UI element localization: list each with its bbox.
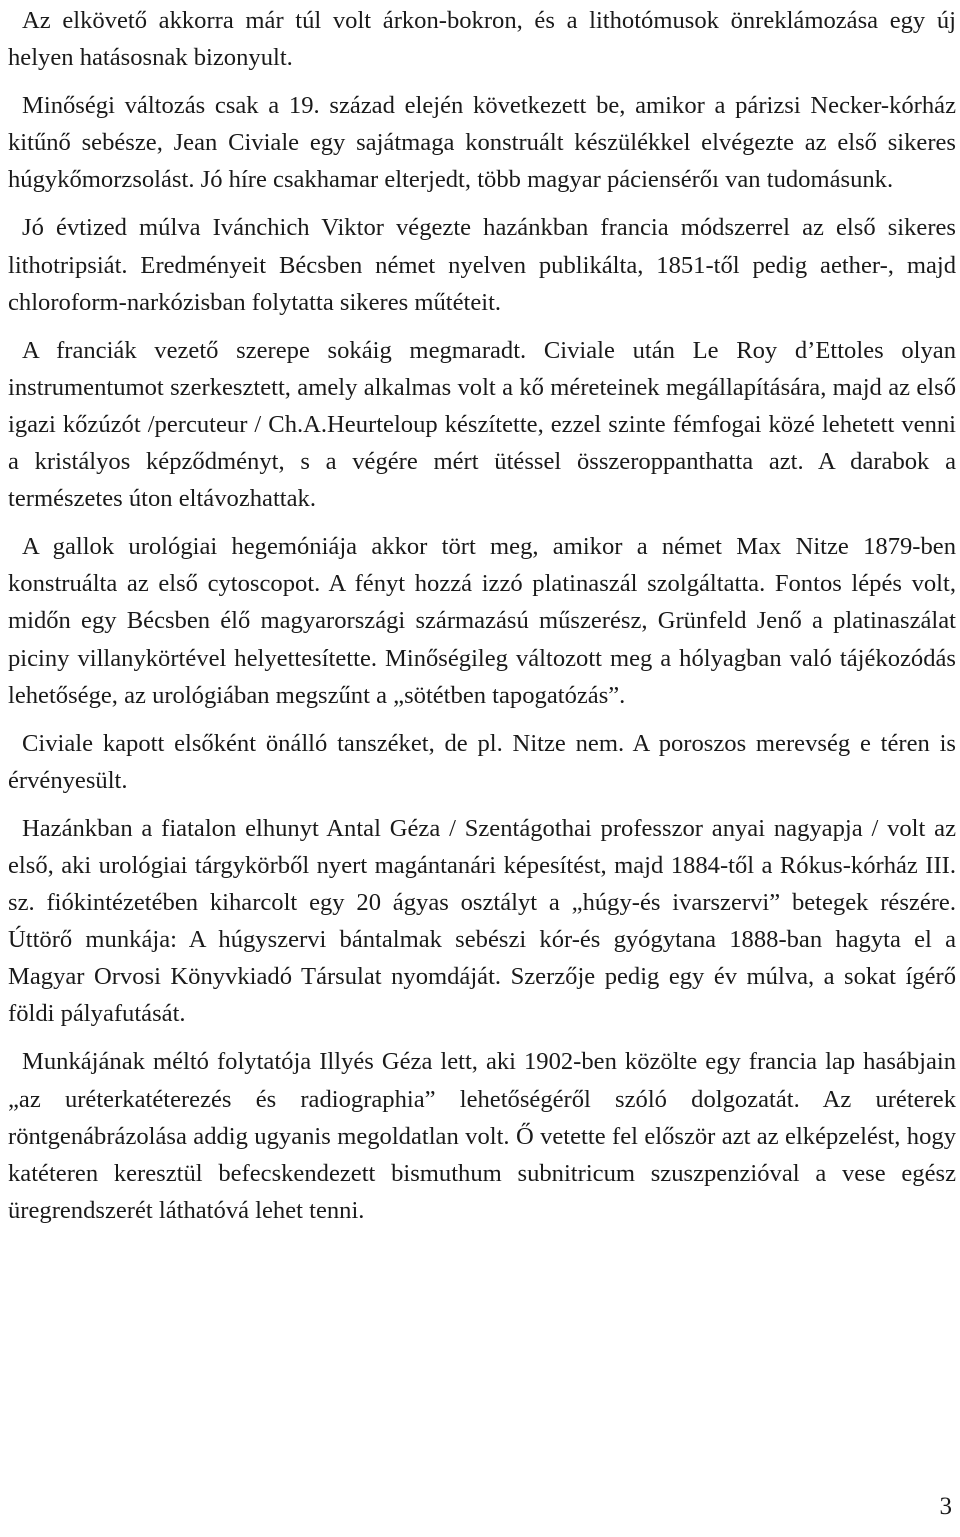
- paragraph-3: Jó évtized múlva Ivánchich Viktor végezte hazánkban francia módszerrel az első sikeres lithotripsiát. Eredményeit Bécsben német nyelven publikálta, 1851-től pedig aether-, majd chloroform-narkózisban folytatta sikeres műtéteit.: [8, 214, 956, 316]
- body-text: [8, 2, 956, 1240]
- paragraph-5: A gallok urológiai hegemóniája akkor tört meg, amikor a német Max Nitze 1879-ben konstruálta az első cytoscopot. A fényt hozzá izzó platinaszál szolgáltatta. Fontos lépés volt, midőn egy Bécsben élő magyarországi származású műszerész, Grünfeld Jenő a platinaszálat piciny villanykörtével helyettesítette. Minőségileg változott meg a hólyagban való tájékozódás lehetősége, az urológiában megszűnt a „sötétben tapogatózás”.: [8, 533, 956, 709]
- paragraph-8: Munkájának méltó folytatója Illyés Géza lett, aki 1902-ben közölte egy francia lap hasábjain „az uréterkatéterezés és radiographia” lehetőségéről szóló dolgozatát. Az uréterek röntgenábrázolása addig ugyanis megoldatlan volt. Ő vetette fel először azt az elképzelést, hogy katéteren keresztül befecskendezett bismuthum subnitricum szuszpenzióval a vese egész üregrendszerét láthatóvá lehet tenni.: [8, 1048, 956, 1224]
- paragraph-6: Civiale kapott elsőként önálló tanszéket, de pl. Nitze nem. A poroszos merevség e téren is érvényesült.: [8, 729, 956, 794]
- paragraph-4: A franciák vezető szerepe sokáig megmaradt. Civiale után Le Roy d’Ettoles olyan instrumentumot szerkesztett, amely alkalmas volt a kő méreteinek megállapítására, majd az első igazi kőzúzót /percuteur / Ch.A.Heurteloup készítette, ezzel szinte fémfogai közé lehetett venni a kristályos képződményt, s a végére mért ütéssel összeroppanthatta azt. A darabok a természetes úton eltávozhattak.: [8, 336, 956, 513]
- paragraph-2: Minőségi változás csak a 19. század elején következett be, amikor a párizsi Necker-kórház kitűnő sebésze, Jean Civiale egy sajátmaga konstruált készülékkel elvégezte az első sikeres húgykőmorzsolást. Jó híre csakhamar elterjedt, több magyar páciensérőı van tudomásunk.: [8, 92, 956, 194]
- paragraph-1: Az elkövető akkorra már túl volt árkon-bokron, és a lithotómusok önreklámozása egy új helyen hatásosnak bizonyult.: [8, 7, 956, 72]
- paragraph-7: Hazánkban a fiatalon elhunyt Antal Géza / Szentágothai professzor anyai nagyapja / volt az első, aki urológiai tárgykörből nyert magántanári képesítést, majd 1884-től a Rókus-kórház III. sz. fiókintézetében kiharcolt egy 20 ágyas osztályt a „húgy-és ivarszervi” betegek részére. Úttörő munkája: A húgyszervi bántalmak sebészi kór-és gyógytana 1888-ban hagyta el a Magyar Orvosi Könyvkiadó Társulat nyomdáját. Szerzője pedig egy év múlva, a sokat ígérő földi pályafutását.: [8, 814, 956, 1028]
- page-number: 3: [939, 1493, 952, 1520]
